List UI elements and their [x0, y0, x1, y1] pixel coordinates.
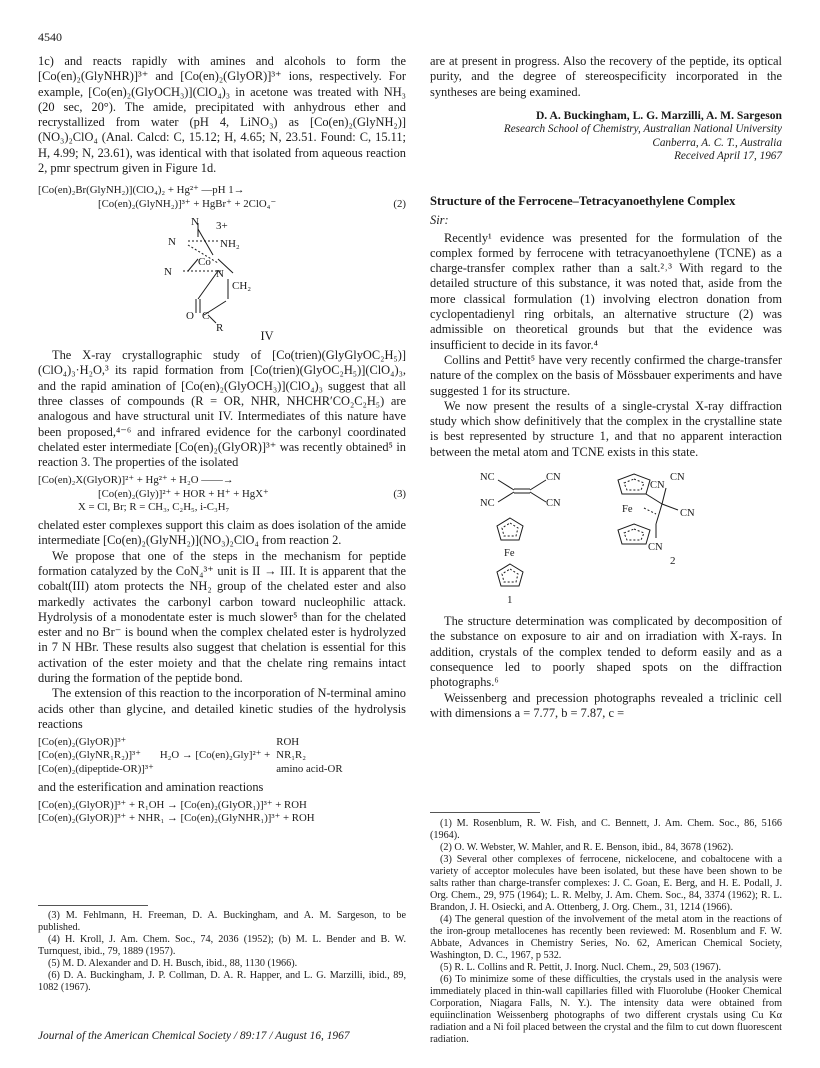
page-number: 4540 — [38, 30, 62, 44]
right-paragraph-3: Collins and Pettit⁵ have very recently confirmed the charge-transfer nature of the complex on the basis of Mössbauer experiments and have suggested 1 for its structure. — [430, 352, 782, 398]
right-paragraph-4: We now present the results of a single-crystal X-ray diffraction study which show definitively that the complex in the crystalline state is best represented by structure 1, and that no apparent interaction between the metal atom and TCNE exists in this state. — [430, 398, 782, 459]
footnote-1: (1) M. Rosenblum, R. W. Fish, and C. Bennett, J. Am. Chem. Soc., 86, 5166 (1964). — [430, 818, 782, 841]
cn-label-3: CN — [650, 480, 665, 492]
right-paragraph-1: are at present in progress. Also the recovery of the peptide, its optical purity, and the degree of stereospecificity incorporated in the syntheses are being examined. — [430, 54, 782, 99]
hydrolysis-scheme — [38, 736, 406, 776]
footnote-6-right: (6) To minimize some of these difficulties, the crystals used in the analysis were immediately placed in thin-wall capillaries filled with Fluorolube (Hooker Chemical Corporation, Niagara Falls, N. Y.). The intensity data were obtained from equiinclination Weissenberg photographs of two different crystals using Cu Kα radiation and a Ni foil placed between the crystal and the film to cut down fluorescent radiation. — [430, 974, 782, 1045]
right-paragraph-5: The structure determination was complicated by decomposition of the substance on exposure to air and on irradiation with X-rays. In addition, crystals of the complex tended to deform easily and as a consequence led to poorly shaped spots on the diffraction photographs.⁶ — [430, 614, 782, 690]
hydrolysis-reactant-1: [Co(en)₂(GlyOR)]³⁺ — [38, 736, 127, 749]
footnote-2: (2) O. W. Webster, W. Mahler, and R. E. Benson, ibid., 84, 3678 (1962). — [440, 842, 734, 853]
hydrolysis-product-2: NR₁R₂ — [276, 749, 306, 762]
cn-label-2: CN — [546, 498, 561, 510]
salutation: Sir: — [430, 213, 449, 228]
left-paragraph-4: We propose that one of the steps in the mechanism for peptide formation catalyzed by the CoN₄³⁺ unit is II → III. It is apparent that the cobalt(III) atom protects the NH₂ group of the chelated ester and also markedly activates the carbonyl carbon toward nucleophilic attack. Hydrolysis of a monodentate ester is much slower⁵ than for the chelated ester and no Br⁻ is bound when the complex chelated ester is hydrolyzed in 7 N HBr. These results also suggest that chelation is essential for this activation of the ester moiety and that the chelate ring remains intact during the formation of the peptide bond. — [38, 548, 406, 686]
footnote-3-right: (3) Several other complexes of ferrocene, nickelocene, and cobaltocene with a variety of acceptor molecules have been isolated, but these have been shown to be salts rather than charge-transfer complexes: J. C. Goan, E. Berg, and H. E. Podall, J. Org. Chem., 29, 975 (1964); L. R. Melby, J. Am. Chem. Soc., 84, 3374 (1962); R. L. Brandon, J. H. Osiecki, and A. Ottenberg, J. Org. Chem., 31, 1214 (1966). — [430, 854, 782, 913]
iv-n-left: N — [168, 235, 176, 248]
iv-o: O — [186, 309, 194, 322]
iv-charge: 3+ — [216, 219, 228, 232]
ferrocene-tcne-structures — [430, 466, 782, 606]
hydrolysis-reactant-2: [Co(en)₂(GlyNR₁R₂)]³⁺ — [38, 749, 141, 762]
left-paragraph-6: and the esterification and amination reactions — [38, 779, 264, 794]
equation-2-line-2: [Co(en)₂(GlyNH₂)]³⁺ + HgBr⁺ + 2ClO₄⁻ — [98, 197, 277, 210]
footnote-5: (5) M. D. Alexander and D. H. Busch, ibid., 88, 1130 (1966). — [48, 958, 298, 969]
right-footnotes — [430, 818, 782, 1046]
structure-iv — [38, 215, 406, 333]
nc-label-2: NC — [480, 498, 495, 510]
structure-iv-drawing — [38, 215, 406, 333]
hydrolysis-arrow: H₂O → [Co(en)₂Gly]²⁺ + — [159, 749, 271, 762]
right-paragraph-2: Recently¹ evidence was presented for the formulation of the complex formed by ferrocene with tetracyanoethylene (TCNE) as a charge-transfer complex rather than a salt.²˒³ With regard to the detailed structure of this substance, it was noted that, aside from the more classical formulation (1) involving electron donation from cyclopentadienyl ring orbitals, an alternative structure (2) was admissible on theoretical grounds but that the evidence was insufficient to decide in its favor.⁴ — [430, 230, 782, 352]
cn-label-6: CN — [648, 542, 663, 554]
affiliation-line-2: Canberra, A. C. T., Australia — [652, 136, 782, 149]
article-title: Structure of the Ferrocene–Tetracyanoethylene Complex — [430, 193, 736, 208]
footnote-4: (4) H. Kroll, J. Am. Chem. Soc., 74, 2036 (1952); (b) M. L. Bender and B. W. Turnquest, ibid., 79, 1889 (1957). — [38, 934, 406, 957]
nc-label-1: NC — [480, 472, 495, 484]
left-paragraph-5: The extension of this reaction to the incorporation of N-terminal amino acids other than glycine, and detailed kinetic studies of the hydrolysis reactions — [38, 686, 406, 731]
hydrolysis-reactants — [38, 736, 154, 776]
hydrolysis-reactant-3: [Co(en)₂(dipeptide-OR)]³⁺ — [38, 762, 154, 775]
equation-3-number: (3) — [393, 487, 406, 500]
left-paragraph-3: chelated ester complexes support this claim as does isolation of the amide intermediate [Co(en)₂(GlyNH₂)](NO₃)₂ClO₄ from reaction 2. — [38, 518, 406, 548]
iv-c: C — [202, 309, 210, 322]
iv-n-bottom-right: N — [216, 267, 224, 280]
left-footnotes — [38, 910, 406, 994]
equation-2 — [38, 184, 406, 210]
iv-co: Co — [198, 255, 211, 268]
iv-r: R — [216, 321, 224, 333]
left-column — [38, 54, 406, 830]
esterification-equation-1: [Co(en)₂(GlyOR)]³⁺ + R₁OH → [Co(en)₂(GlyOR₁)]³⁺ + ROH — [38, 799, 307, 812]
iv-n-bottom-left: N — [164, 265, 172, 278]
right-column — [430, 54, 782, 721]
iv-ch2: CH₂ — [232, 279, 252, 292]
authors: D. A. Buckingham, L. G. Marzilli, A. M. Sargeson — [535, 108, 782, 122]
left-paragraph-1: 1c) and reacts rapidly with amines and alcohols to form the [Co(en)₂(GlyNHR)]³⁺ and [Co(en)₂(GlyOR)]³⁺ ions, respectively. For example, [Co(en)₂(GlyOCH₃)](ClO₄)₃ in acetone was treated with NH₃ (20 sec, 20°). The amide, precipitated with anhydrous ether and recrystallized from water (pH 4, LiNO₃) as [Co(en)₂(GlyNH₂)](NO₃)₂ClO₄ (Anal. Calcd: C, 15.12; H, 4.65; N, 23.51. Found: C, 15.11; H, 4.99; N, 23.61), was identical with that isolated from aqueous reaction 2, pmr spectrum given in Figure 1d. — [38, 54, 406, 176]
cn-label-4: CN — [670, 472, 685, 484]
journal-footer: Journal of the American Chemical Society / 89:17 / August 16, 1967 — [38, 1030, 350, 1042]
iv-n-top: N — [191, 215, 199, 228]
equation-2-number: (2) — [393, 197, 406, 210]
equation-2-line-1: [Co(en)₂Br(GlyNH₂)](ClO₄)₂ + Hg²⁺ —pH 1→ — [38, 184, 245, 197]
equation-3 — [38, 474, 406, 514]
footnote-5-right: (5) R. L. Collins and R. Pettit, J. Inorg. Nucl. Chem., 29, 503 (1967). — [440, 962, 722, 973]
left-footnote-rule — [38, 905, 148, 906]
received-date: Received April 17, 1967 — [674, 150, 782, 163]
equation-3-line-2: [Co(en)₂(Gly)]²⁺ + HOR + H⁺ + HgX⁺ — [98, 487, 269, 500]
fe-label-2: Fe — [622, 504, 633, 516]
hydrolysis-product-1: ROH — [276, 736, 300, 749]
left-paragraph-2: The X-ray crystallographic study of [Co(trien)(GlyGlyOC₂H₅)](ClO₄)₃·H₂O,³ its rapid formation from [Co(trien)(GlyOC₂H₅)](ClO₄)₃, and the rapid amination of [Co(en)₂(GlyOCH₃)](ClO₄)₃ suggest that all three classes of compounds (R = OR, NHR, NHCHR′CO₂C₂H₅) are analogous and have structural unit IV. Intermediates of this nature have been proposed,⁴⁻⁶ and infrared evidence for the carbonyl coordinated chelated ester intermediate [Co(en)₂(GlyOR)]³⁺ was recently obtained⁵ in reaction 3. The properties of the isolated — [38, 348, 406, 470]
footnote-6: (6) D. A. Buckingham, J. P. Collman, D. A. R. Happer, and L. G. Marzilli, ibid., 89, 1082 (1967). — [38, 970, 406, 993]
right-footnote-rule — [430, 812, 540, 813]
right-paragraph-6: Weissenberg and precession photographs revealed a triclinic cell with dimensions a = 7.77, b = 7.87, c = — [430, 690, 782, 720]
cn-label-5: CN — [680, 508, 695, 520]
footnote-3: (3) M. Fehlmann, H. Freeman, D. A. Buckingham, and A. M. Sargeson, to be published. — [38, 910, 406, 933]
structure-1-label: 1 — [507, 594, 513, 607]
fe-label-1: Fe — [504, 548, 515, 560]
iv-nh2: NH₂ — [220, 237, 240, 250]
equation-3-line-3: X = Cl, Br; R = CH₃, C₂H₅, i-C₃H₇ — [78, 500, 230, 513]
esterification-equations — [38, 799, 406, 825]
structures-1-2 — [430, 466, 782, 606]
affiliation-line-1: Research School of Chemistry, Australian National University — [503, 123, 782, 136]
cn-label-1: CN — [546, 472, 561, 484]
hydrolysis-product-3: amino acid-OR — [276, 762, 343, 775]
structure-2-label: 2 — [670, 555, 676, 568]
structure-iv-label: IV — [260, 328, 274, 343]
hydrolysis-products — [276, 736, 342, 776]
footnote-4-right: (4) The general question of the involvement of the metal atom in the reactions of the iron-group metallocenes has recently been reviewed: M. Rosenblum and F. W. Abbate, Advances in Chemistry Series, No. 62, American Chemical Society, Washington, D. C., 1967, p 532. — [430, 914, 782, 961]
amination-equation-2: [Co(en)₂(GlyOR)]³⁺ + NHR₁ → [Co(en)₂(GlyNHR₁)]³⁺ + ROH — [38, 812, 315, 825]
equation-3-line-1: [Co(en)₂X(GlyOR)]²⁺ + Hg²⁺ + H₂O ——→ — [38, 474, 234, 487]
